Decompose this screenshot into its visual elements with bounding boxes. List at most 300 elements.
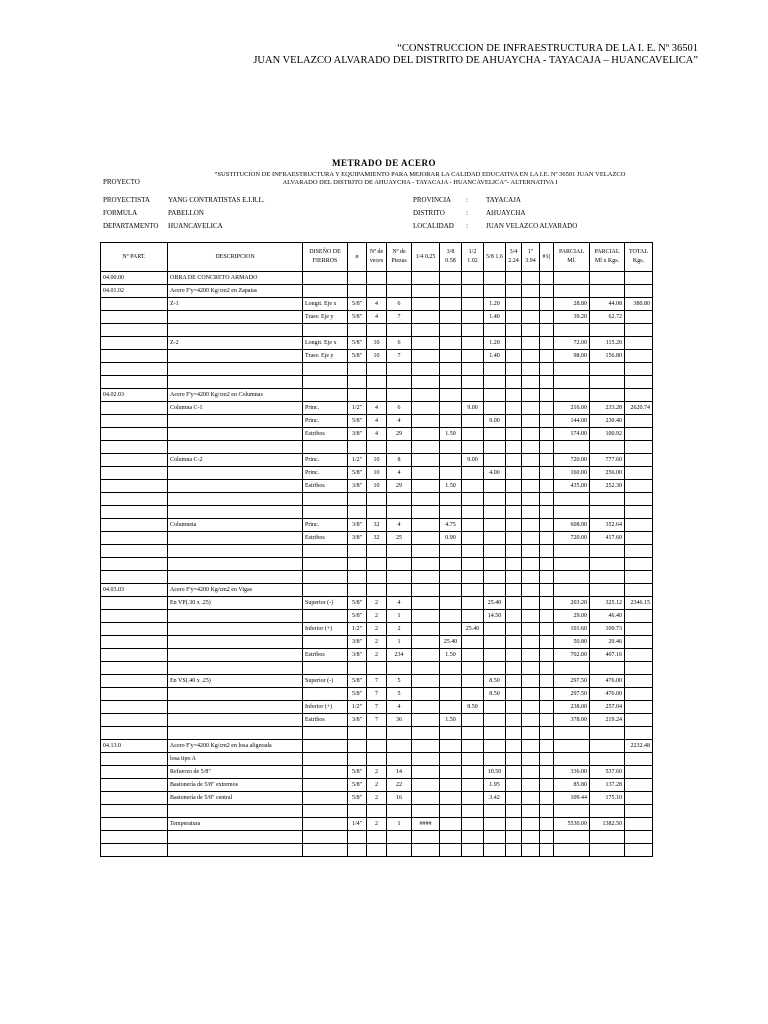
table-cell: 407.16 — [590, 649, 625, 662]
table-cell — [440, 610, 462, 623]
table-cell — [590, 545, 625, 558]
table-cell — [303, 285, 348, 298]
table-cell: Longit. Eje x — [303, 298, 348, 311]
table-cell — [484, 428, 506, 441]
table-cell — [484, 727, 506, 740]
table-cell — [540, 493, 554, 506]
table-cell — [440, 662, 462, 675]
table-cell — [348, 441, 367, 454]
table-cell — [303, 506, 348, 519]
table-cell — [462, 428, 484, 441]
table-cell — [522, 792, 540, 805]
table-cell — [540, 727, 554, 740]
table-cell — [522, 844, 540, 857]
table-cell — [554, 389, 590, 402]
table-cell — [625, 714, 653, 727]
table-cell — [625, 324, 653, 337]
table-cell — [522, 415, 540, 428]
table-cell — [367, 753, 387, 766]
table-cell — [506, 753, 522, 766]
table-cell — [522, 363, 540, 376]
table-cell — [625, 337, 653, 350]
table-cell — [367, 831, 387, 844]
table-cell — [367, 389, 387, 402]
table-cell — [440, 792, 462, 805]
table-cell — [303, 571, 348, 584]
table-cell — [168, 610, 303, 623]
table-cell: 720.00 — [554, 454, 590, 467]
table-cell — [484, 363, 506, 376]
table-cell — [168, 571, 303, 584]
table-cell — [540, 480, 554, 493]
table-cell — [168, 480, 303, 493]
table-cell — [303, 363, 348, 376]
table-cell: 14.50 — [484, 610, 506, 623]
table-cell — [387, 740, 412, 753]
table-cell: 230.40 — [590, 415, 625, 428]
table-cell — [590, 740, 625, 753]
table-cell — [440, 311, 462, 324]
table-cell — [625, 545, 653, 558]
table-cell — [625, 675, 653, 688]
table-cell — [348, 558, 367, 571]
table-cell: 234 — [387, 649, 412, 662]
table-cell: 1.20 — [484, 298, 506, 311]
table-cell — [590, 831, 625, 844]
table-cell — [303, 753, 348, 766]
table-cell — [367, 740, 387, 753]
table-cell — [590, 493, 625, 506]
table-cell — [412, 402, 440, 415]
table-cell — [348, 740, 367, 753]
table-cell: 2620.74 — [625, 402, 653, 415]
header-cell: 1/2 1.02 — [462, 243, 484, 272]
table-cell — [484, 636, 506, 649]
table-cell — [440, 805, 462, 818]
table-cell — [540, 519, 554, 532]
table-cell — [303, 688, 348, 701]
table-cell: Estribos — [303, 532, 348, 545]
table-cell — [554, 727, 590, 740]
header-line-2: JUAN VELAZCO ALVARADO DEL DISTRITO DE AHUAYCHA - TAYACAJA – HUANCAVELICA” — [253, 55, 698, 66]
table-cell: 325.12 — [590, 597, 625, 610]
table-cell — [348, 506, 367, 519]
table-cell — [440, 493, 462, 506]
table-cell — [440, 337, 462, 350]
header-cell: TOTAL Kgs. — [625, 243, 653, 272]
table-cell: Longit. Eje x — [303, 337, 348, 350]
table-cell: 10 — [367, 454, 387, 467]
table-cell — [462, 493, 484, 506]
table-cell — [101, 376, 168, 389]
table-cell: 1.50 — [440, 714, 462, 727]
table-cell — [506, 285, 522, 298]
table-cell: 8.50 — [484, 688, 506, 701]
table-cell — [303, 610, 348, 623]
table-cell: 5/8" — [348, 337, 367, 350]
table-cell — [101, 571, 168, 584]
table-cell — [348, 753, 367, 766]
table-cell — [506, 467, 522, 480]
table-cell — [484, 805, 506, 818]
table-cell — [101, 636, 168, 649]
table-cell: 3/8" — [348, 532, 367, 545]
table-row — [101, 545, 653, 558]
table-cell: 109.73 — [590, 623, 625, 636]
table-cell — [484, 389, 506, 402]
table-cell: 29 — [387, 480, 412, 493]
table-cell — [440, 831, 462, 844]
table-cell: 32 — [367, 532, 387, 545]
table-cell — [387, 324, 412, 337]
table-cell — [168, 714, 303, 727]
table-cell: 16 — [387, 792, 412, 805]
table-cell — [168, 428, 303, 441]
table-cell — [440, 584, 462, 597]
table-cell: Refuerzo de 5/8" — [168, 766, 303, 779]
table-cell — [506, 389, 522, 402]
table-cell — [440, 818, 462, 831]
table-cell — [412, 337, 440, 350]
table-cell — [484, 584, 506, 597]
table-cell — [387, 558, 412, 571]
table-cell — [440, 350, 462, 363]
table-cell: Z-2 — [168, 337, 303, 350]
table-cell: 378.00 — [554, 714, 590, 727]
table-cell: 4 — [367, 415, 387, 428]
table-row — [101, 272, 653, 285]
table-cell — [484, 623, 506, 636]
table-cell: 1 — [387, 610, 412, 623]
table-row — [101, 298, 653, 311]
table-cell — [440, 558, 462, 571]
table-cell — [522, 272, 540, 285]
table-cell — [412, 324, 440, 337]
table-cell — [367, 571, 387, 584]
table-cell — [590, 272, 625, 285]
table-cell — [303, 727, 348, 740]
table-row — [101, 467, 653, 480]
table-cell: 476.00 — [590, 688, 625, 701]
table-cell — [625, 584, 653, 597]
table-cell — [303, 662, 348, 675]
table-cell — [101, 844, 168, 857]
table-cell: 46.40 — [590, 610, 625, 623]
table-row — [101, 415, 653, 428]
table-cell — [522, 727, 540, 740]
table-cell — [462, 636, 484, 649]
table-cell — [590, 441, 625, 454]
table-cell — [462, 688, 484, 701]
distrito-colon: : — [466, 209, 468, 217]
table-cell — [412, 350, 440, 363]
table-cell — [303, 636, 348, 649]
table-cell — [540, 311, 554, 324]
table-cell — [303, 740, 348, 753]
table-cell: Estribos — [303, 428, 348, 441]
table-cell — [554, 285, 590, 298]
table-cell: 39.20 — [554, 311, 590, 324]
table-cell: Columna C-1 — [168, 402, 303, 415]
header-cell: 1" 3.94 — [522, 243, 540, 272]
table-cell — [462, 480, 484, 493]
table-cell: Bastonería de 5/8" central — [168, 792, 303, 805]
table-cell: 25 — [387, 532, 412, 545]
table-cell — [506, 701, 522, 714]
table-cell — [462, 727, 484, 740]
header-cell: DISEÑO DE FIERROS — [303, 243, 348, 272]
table-cell — [412, 597, 440, 610]
table-cell: 7 — [387, 311, 412, 324]
table-cell: 5/8" — [348, 688, 367, 701]
table-cell — [506, 662, 522, 675]
table-row — [101, 636, 653, 649]
table-cell — [440, 402, 462, 415]
table-cell: 25.40 — [440, 636, 462, 649]
table-cell — [348, 727, 367, 740]
table-cell — [540, 285, 554, 298]
table-cell — [462, 467, 484, 480]
table-cell — [387, 584, 412, 597]
table-cell — [625, 805, 653, 818]
table-cell — [540, 792, 554, 805]
formula-value: PABELLON — [168, 209, 204, 217]
table-cell: 72.00 — [554, 337, 590, 350]
table-cell: 3/8" — [348, 714, 367, 727]
table-cell — [484, 480, 506, 493]
table-cell — [554, 662, 590, 675]
table-cell — [522, 675, 540, 688]
table-cell: 174.00 — [554, 428, 590, 441]
table-cell — [506, 532, 522, 545]
table-cell — [540, 623, 554, 636]
table-cell — [540, 766, 554, 779]
table-cell — [412, 662, 440, 675]
table-cell — [484, 532, 506, 545]
table-cell — [625, 766, 653, 779]
table-cell — [412, 636, 440, 649]
table-cell — [540, 441, 554, 454]
table-cell — [506, 688, 522, 701]
table-cell — [440, 766, 462, 779]
table-cell: 4 — [387, 597, 412, 610]
table-cell — [506, 649, 522, 662]
table-cell — [101, 610, 168, 623]
table-cell: Princ. — [303, 454, 348, 467]
table-cell: 7 — [367, 688, 387, 701]
table-cell — [540, 363, 554, 376]
table-cell — [412, 558, 440, 571]
formula-label: FORMULA — [103, 209, 138, 217]
table-cell — [440, 454, 462, 467]
table-cell — [367, 584, 387, 597]
table-cell — [348, 545, 367, 558]
table-cell — [412, 610, 440, 623]
table-cell: 257.04 — [590, 701, 625, 714]
table-cell: 1 — [387, 636, 412, 649]
table-cell: 5/8" — [348, 675, 367, 688]
table-cell — [625, 753, 653, 766]
table-cell — [303, 389, 348, 402]
table-cell: 5/8" — [348, 298, 367, 311]
table-row — [101, 324, 653, 337]
table-cell — [462, 714, 484, 727]
table-cell: 2232.48 — [625, 740, 653, 753]
table-cell — [412, 493, 440, 506]
table-cell — [625, 532, 653, 545]
table-cell — [440, 623, 462, 636]
table-cell: 5 — [387, 688, 412, 701]
table-cell: 04.03.03 — [101, 584, 168, 597]
header-cell: Nº de Piezas — [387, 243, 412, 272]
table-cell: 4 — [387, 467, 412, 480]
table-cell — [462, 558, 484, 571]
table-row — [101, 792, 653, 805]
table-cell — [387, 727, 412, 740]
table-cell — [462, 363, 484, 376]
table-cell — [367, 376, 387, 389]
table-cell — [412, 545, 440, 558]
table-cell — [101, 350, 168, 363]
table-cell: Estribos — [303, 480, 348, 493]
table-cell: 2 — [387, 623, 412, 636]
table-cell — [101, 415, 168, 428]
table-cell — [101, 454, 168, 467]
table-cell — [348, 324, 367, 337]
table-cell: Inferior (+) — [303, 623, 348, 636]
table-cell — [522, 831, 540, 844]
table-cell: 3/8" — [348, 519, 367, 532]
table-cell: 1.40 — [484, 311, 506, 324]
table-cell — [348, 571, 367, 584]
table-cell: 4 — [367, 311, 387, 324]
table-cell — [540, 597, 554, 610]
table-cell: 5/8" — [348, 597, 367, 610]
table-cell — [522, 610, 540, 623]
table-cell — [412, 519, 440, 532]
table-cell — [554, 571, 590, 584]
table-cell — [540, 506, 554, 519]
table-cell: 4 — [387, 415, 412, 428]
table-cell: 3/8" — [348, 636, 367, 649]
table-cell: 5/8" — [348, 415, 367, 428]
table-cell — [440, 506, 462, 519]
table-row — [101, 649, 653, 662]
table-cell — [101, 558, 168, 571]
table-cell — [101, 311, 168, 324]
table-cell — [303, 272, 348, 285]
table-cell — [101, 779, 168, 792]
table-cell — [168, 467, 303, 480]
table-cell — [412, 311, 440, 324]
table-cell — [303, 805, 348, 818]
table-cell — [522, 584, 540, 597]
table-cell: 3.42 — [484, 792, 506, 805]
table-cell: Acero F'y=4200 Kg/cm2 en Vigas — [168, 584, 303, 597]
table-cell — [387, 831, 412, 844]
table-cell: 137.28 — [590, 779, 625, 792]
table-cell — [506, 623, 522, 636]
table-cell — [506, 480, 522, 493]
table-cell — [412, 701, 440, 714]
table-row — [101, 532, 653, 545]
table-cell — [540, 636, 554, 649]
table-cell — [522, 376, 540, 389]
table-cell — [412, 766, 440, 779]
table-cell — [440, 753, 462, 766]
table-cell — [554, 584, 590, 597]
table-cell — [101, 675, 168, 688]
table-cell — [506, 415, 522, 428]
table-cell — [348, 285, 367, 298]
table-cell — [387, 389, 412, 402]
table-cell — [522, 753, 540, 766]
table-cell — [168, 688, 303, 701]
table-cell: 1.50 — [440, 649, 462, 662]
table-cell — [625, 831, 653, 844]
table-cell — [101, 792, 168, 805]
table-cell — [412, 740, 440, 753]
table-cell — [387, 376, 412, 389]
table-cell — [367, 285, 387, 298]
proyecto-line-1: “SUSTITUCION DE INFRAESTRUCTURA Y EQUIPAMIENTO PARA MEJORAR LA CALIDAD EDUCATIVA EN LA I.E. Nº 36501 JUAN VELAZCO — [214, 171, 626, 178]
table-cell — [554, 506, 590, 519]
table-cell: 04.13.0 — [101, 740, 168, 753]
table-cell: 1/2" — [348, 623, 367, 636]
table-cell — [484, 844, 506, 857]
table-cell — [625, 506, 653, 519]
table-row — [101, 363, 653, 376]
table-cell — [367, 844, 387, 857]
table-cell — [101, 428, 168, 441]
table-cell: 6 — [387, 337, 412, 350]
table-cell — [522, 766, 540, 779]
table-cell — [412, 415, 440, 428]
table-cell — [554, 558, 590, 571]
table-row — [101, 519, 653, 532]
table-cell — [506, 675, 522, 688]
table-cell — [484, 376, 506, 389]
table-cell — [506, 402, 522, 415]
table-cell — [554, 844, 590, 857]
table-cell — [540, 701, 554, 714]
table-cell — [303, 545, 348, 558]
table-cell — [367, 506, 387, 519]
table-cell — [412, 454, 440, 467]
table-cell — [540, 545, 554, 558]
table-cell — [462, 285, 484, 298]
table-cell: Superior (-) — [303, 597, 348, 610]
table-cell — [625, 844, 653, 857]
table-cell — [462, 350, 484, 363]
table-cell: 29.00 — [554, 610, 590, 623]
table-cell — [506, 311, 522, 324]
table-cell — [540, 649, 554, 662]
table-cell — [522, 714, 540, 727]
table-row — [101, 688, 653, 701]
table-cell — [303, 324, 348, 337]
table-cell — [522, 623, 540, 636]
table-cell — [484, 818, 506, 831]
table-cell: 98.00 — [554, 350, 590, 363]
table-cell — [168, 350, 303, 363]
proyectista-label: PROYECTISTA — [103, 196, 150, 204]
table-cell: Princ. — [303, 402, 348, 415]
table-cell: 3/8" — [348, 480, 367, 493]
table-cell — [462, 597, 484, 610]
table-cell — [440, 779, 462, 792]
table-cell: 144.00 — [554, 415, 590, 428]
